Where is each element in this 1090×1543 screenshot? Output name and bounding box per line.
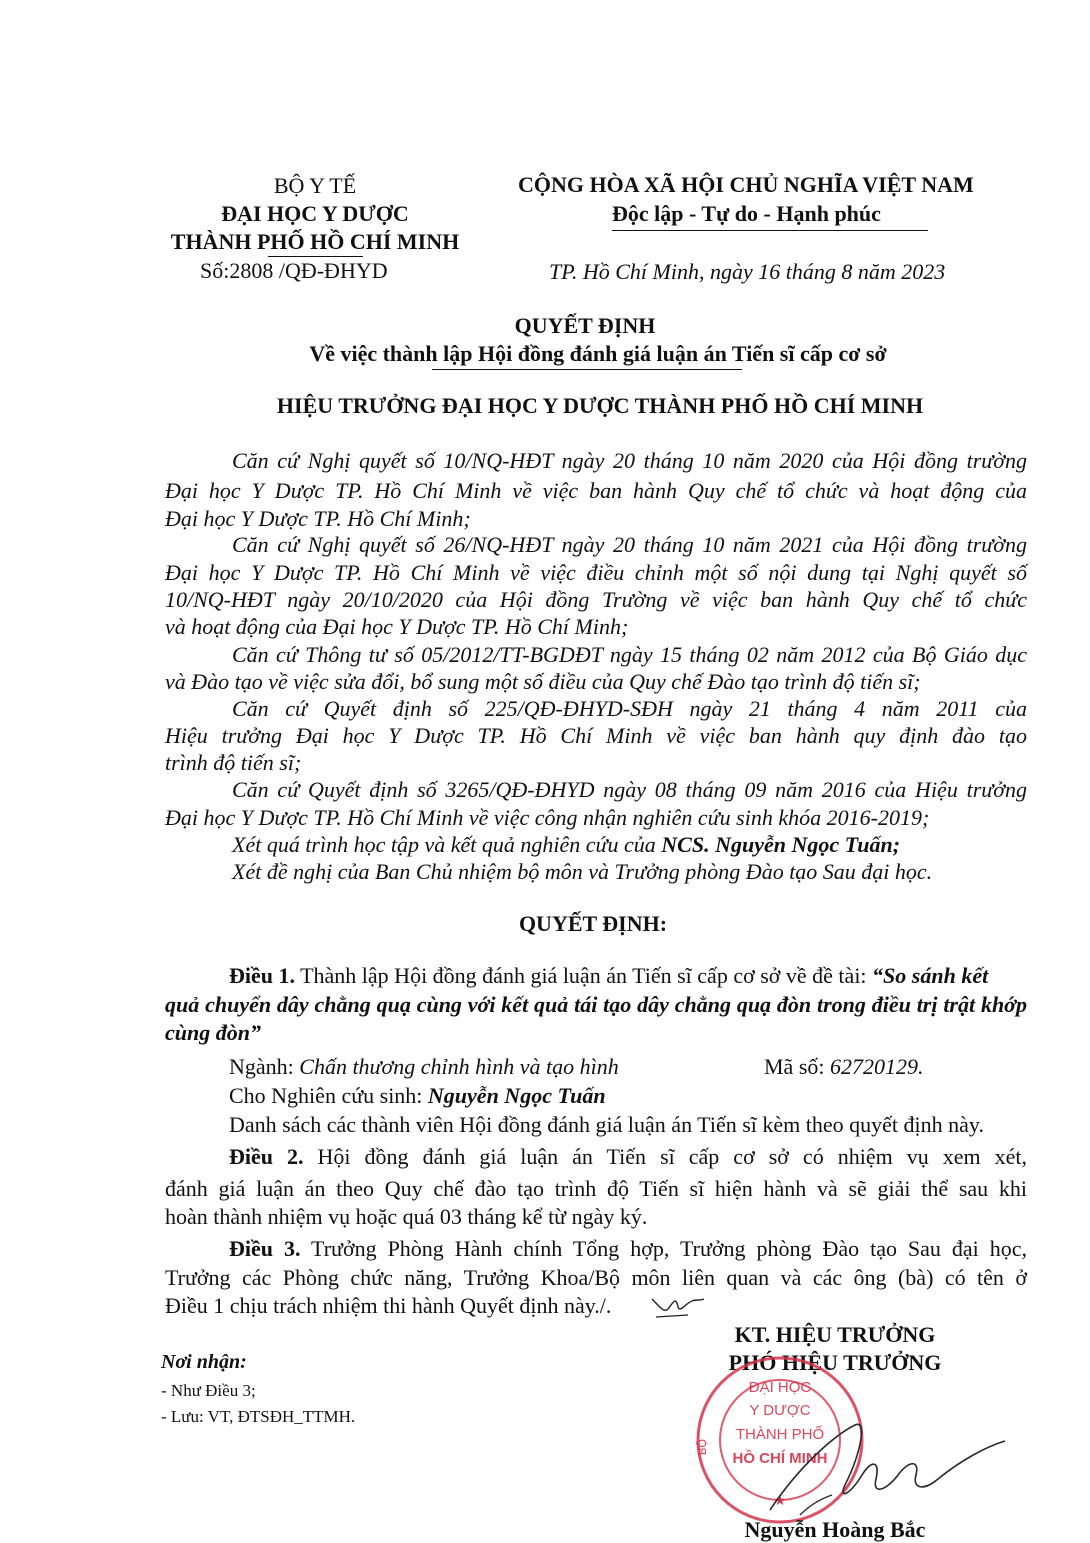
candidate-name-bold: NCS. Nguyễn Ngọc Tuấn;	[661, 832, 901, 857]
preamble-text: Xét quá trình học tập và kết quả nghiên cứu của	[232, 832, 662, 857]
student-line	[229, 1083, 1090, 1109]
article1-topic-line3: cùng đòn”	[165, 1020, 261, 1045]
university-name-line2: THÀNH PHỐ HỒ CHÍ MINH	[170, 229, 460, 254]
place-and-date: TP. Hồ Chí Minh, ngày 16 tháng 8 năm 2023	[549, 259, 946, 284]
decision-title: QUYẾT ĐỊNH	[514, 313, 656, 338]
handwritten-signature	[740, 1395, 1010, 1525]
preamble-line: trình độ tiến sĩ;	[165, 750, 302, 775]
preamble-line: Căn cứ Thông tư số 05/2012/TT-BGDĐT ngày 15 tháng 02 năm 2012 của Bộ Giáo dục	[232, 642, 1027, 667]
recipient-item: - Như Điều 3;	[161, 1381, 256, 1400]
svg-text:Y DƯỢC: Y DƯỢC	[749, 1402, 811, 1419]
major-label: Ngành:	[229, 1054, 300, 1079]
decision-subject: Về việc thành lập Hội đồng đánh giá luận án Tiến sĩ cấp cơ sở	[309, 341, 887, 366]
svg-text:HỒ CHÍ MINH: HỒ CHÍ MINH	[732, 1450, 828, 1467]
header-underline-left	[268, 256, 363, 257]
preamble-line: Đại học Y Dược TP. Hồ Chí Minh;	[165, 506, 471, 531]
initials-mark	[648, 1293, 708, 1321]
major-code	[764, 1054, 924, 1080]
preamble-line: Căn cứ Quyết định số 225/QĐ-ĐHYD-SĐH ngày 21 tháng 4 năm 2011 của	[232, 696, 1027, 721]
article3-line3: Điều 1 chịu trách nhiệm thi hành Quyết định này./.	[165, 1293, 612, 1318]
article1-topic-line2: quả chuyển dây chằng quạ cùng với kết quả tái tạo dây chằng quạ đòn trong điều trị trật khớp	[165, 992, 1027, 1017]
article1-label: Điều 1.	[229, 963, 295, 988]
preamble-line: và hoạt động của Đại học Y Dược TP. Hồ Chí Minh;	[165, 614, 629, 639]
student-label: Cho Nghiên cứu sinh:	[229, 1083, 428, 1108]
article1-topic-start: “So sánh kết	[872, 963, 989, 988]
article2-line1	[229, 1144, 1027, 1170]
preamble-line: Đại học Y Dược TP. Hồ Chí Minh về việc ban hành Quy chế tổ chức và hoạt động của	[165, 478, 1027, 503]
article1-text: Thành lập Hội đồng đánh giá luận án Tiến sĩ cấp cơ sở về đề tài:	[295, 963, 873, 988]
article2-label: Điều 2.	[229, 1144, 304, 1169]
preamble-line: và Đào tạo về việc sửa đổi, bổ sung một số điều của Quy chế Đào tạo trình độ tiến sĩ;	[165, 669, 921, 694]
decision-heading: QUYẾT ĐỊNH:	[518, 911, 668, 936]
recipients-list	[161, 1378, 355, 1430]
motto-underline	[612, 230, 928, 231]
article2-text: Hội đồng đánh giá luận án Tiến sĩ cấp cơ sở có nhiệm vụ xem xét,	[303, 1144, 1027, 1169]
document-number: Số:2808 /QĐ-ĐHYD	[200, 258, 388, 283]
signature-title-line1: KT. HIỆU TRƯỞNG	[734, 1322, 936, 1347]
preamble-line: Căn cứ Nghị quyết số 10/NQ-HĐT ngày 20 tháng 10 năm 2020 của Hội đồng trường	[232, 448, 1027, 473]
national-motto: Độc lập - Tự do - Hạnh phúc	[612, 201, 881, 226]
article1-line1	[229, 963, 1027, 989]
preamble-line: Hiệu trưởng Đại học Y Dược TP. Hồ Chí Minh về việc ban hành quy định đào tạo	[165, 723, 1027, 748]
article3-label: Điều 3.	[229, 1236, 301, 1261]
article2-line2: đánh giá luận án theo Quy chế đào tạo trình độ Tiến sĩ hiện hành và sẽ giải thể sau khi	[165, 1176, 1027, 1201]
signer-name: Nguyễn Hoàng Bắc	[744, 1517, 926, 1542]
subject-underline	[432, 369, 742, 370]
code-value: 62720129.	[830, 1054, 924, 1079]
article3-line1	[229, 1236, 1027, 1262]
preamble-line	[232, 832, 1090, 858]
signature-title-line2: PHÓ HIỆU TRƯỞNG	[728, 1350, 942, 1375]
svg-text:★: ★	[773, 1493, 787, 1509]
major-value: Chấn thương chỉnh hình và tạo hình	[299, 1054, 619, 1079]
preamble-line: Xét đề nghị của Ban Chủ nhiệm bộ môn và Trưởng phòng Đào tạo Sau đại học.	[232, 859, 933, 884]
student-name: Nguyễn Ngọc Tuấn	[427, 1083, 606, 1108]
code-label: Mã số:	[764, 1054, 830, 1079]
svg-text:ĐẠI HỌC: ĐẠI HỌC	[748, 1379, 812, 1396]
ministry-name: BỘ Y TẾ	[273, 173, 357, 198]
article3-text: Trưởng Phòng Hành chính Tổng hợp, Trưởng phòng Đào tạo Sau đại học,	[300, 1236, 1028, 1261]
major-line	[229, 1054, 1090, 1080]
university-name-line1: ĐẠI HỌC Y DƯỢC	[221, 201, 409, 226]
issuing-authority: HIỆU TRƯỞNG ĐẠI HỌC Y DƯỢC THÀNH PHỐ HỒ CHÍ MINH	[276, 393, 924, 418]
article2-line3: hoàn thành nhiệm vụ hoặc quá 03 tháng kể từ ngày ký.	[165, 1204, 648, 1229]
preamble-line: Đại học Y Dược TP. Hồ Chí Minh về việc điều chỉnh một số nội dung tại Nghị quyết số	[165, 560, 1027, 585]
preamble-line: Đại học Y Dược TP. Hồ Chí Minh về việc công nhận nghiên cứu sinh khóa 2016-2019;	[165, 805, 930, 830]
preamble-line: Căn cứ Quyết định số 3265/QĐ-ĐHYD ngày 08 tháng 09 năm 2016 của Hiệu trưởng	[232, 777, 1027, 802]
members-line: Danh sách các thành viên Hội đồng đánh giá luận án Tiến sĩ kèm theo quyết định này.	[229, 1112, 984, 1137]
preamble-line: 10/NQ-HĐT ngày 20/10/2020 của Hội đồng Trường về việc ban hành Quy chế tổ chức	[165, 587, 1027, 612]
svg-text:THÀNH PHỐ: THÀNH PHỐ	[735, 1426, 825, 1443]
recipients-heading: Nơi nhận:	[161, 1351, 247, 1373]
svg-text:BỘ: BỘ	[697, 1439, 709, 1455]
preamble-line: Căn cứ Nghị quyết số 26/NQ-HĐT ngày 20 tháng 10 năm 2021 của Hội đồng trường	[232, 532, 1027, 557]
country-name: CỘNG HÒA XÃ HỘI CHỦ NGHĨA VIỆT NAM	[518, 172, 974, 197]
recipient-item: - Lưu: VT, ĐTSĐH_TTMH.	[161, 1407, 356, 1426]
article3-line2: Trưởng các Phòng chức năng, Trưởng Khoa/Bộ môn liên quan và các ông (bà) có tên ở	[165, 1265, 1027, 1290]
